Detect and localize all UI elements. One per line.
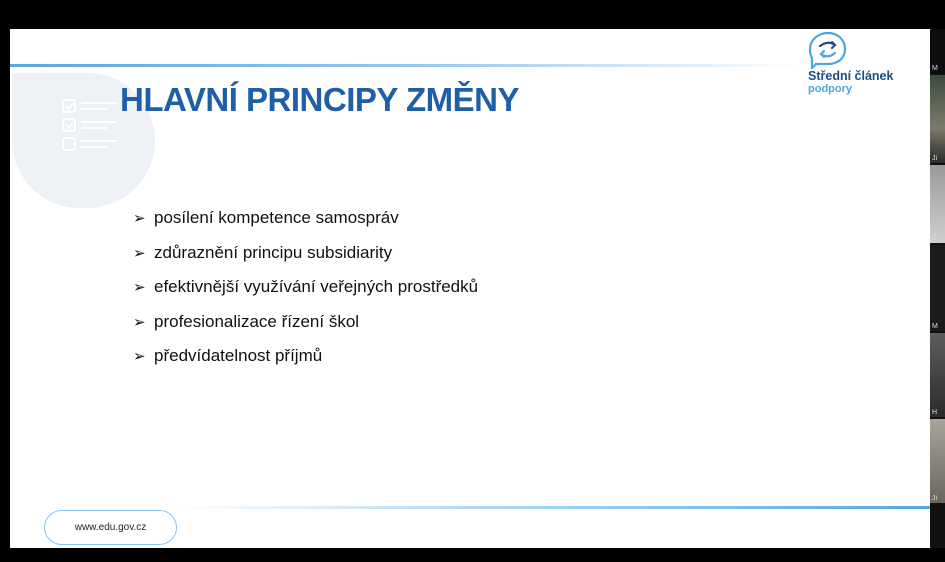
bullet-item: [133, 270, 478, 305]
participant-tile[interactable]: [930, 165, 945, 243]
bullet-list: [133, 201, 478, 374]
participant-name: M: [932, 65, 938, 72]
header-divider: [10, 64, 800, 67]
participant-name: Ji: [932, 495, 938, 502]
website-url: www.edu.gov.cz: [44, 510, 177, 545]
checklist-icon: [61, 98, 119, 156]
bullet-text: profesionalizace řízení škol: [154, 311, 360, 331]
bullet-item: [133, 236, 478, 271]
presentation-slide: [10, 29, 930, 548]
bullet-item: [133, 305, 478, 340]
participant-tile[interactable]: [930, 419, 945, 503]
bullet-text: posílení kompetence samospráv: [154, 208, 399, 228]
arrow-bullet-icon: ➢: [133, 210, 146, 228]
logo-subtitle: podpory: [808, 83, 852, 95]
participant-name: M: [932, 323, 938, 330]
bullet-text: předvídatelnost příjmů: [154, 346, 323, 366]
chat-bubble-logo-icon: [808, 31, 848, 69]
participant-tile[interactable]: [930, 75, 945, 163]
bullet-text: efektivnější využívání veřejných prostředků: [154, 277, 479, 297]
bullet-item: [133, 339, 478, 374]
logo-title: Střední článek: [808, 69, 894, 83]
participant-name: Ji: [932, 155, 938, 162]
participant-tile[interactable]: [930, 245, 945, 331]
arrow-bullet-icon: ➢: [133, 279, 146, 297]
participant-tile[interactable]: [930, 29, 945, 73]
footer-divider: [178, 506, 930, 509]
arrow-bullet-icon: ➢: [133, 313, 146, 331]
participant-tile[interactable]: [930, 333, 945, 417]
participants-strip[interactable]: [930, 29, 945, 548]
arrow-bullet-icon: ➢: [133, 348, 146, 366]
organization-logo: [806, 31, 916, 101]
slide-title: HLAVNÍ PRINCIPY ZMĚNY: [120, 81, 519, 118]
participant-name: Č: [932, 235, 938, 242]
bullet-item: [133, 201, 478, 236]
arrow-bullet-icon: ➢: [133, 244, 146, 262]
bullet-text: zdůraznění principu subsidiarity: [154, 242, 393, 262]
participant-name: H: [932, 409, 938, 416]
